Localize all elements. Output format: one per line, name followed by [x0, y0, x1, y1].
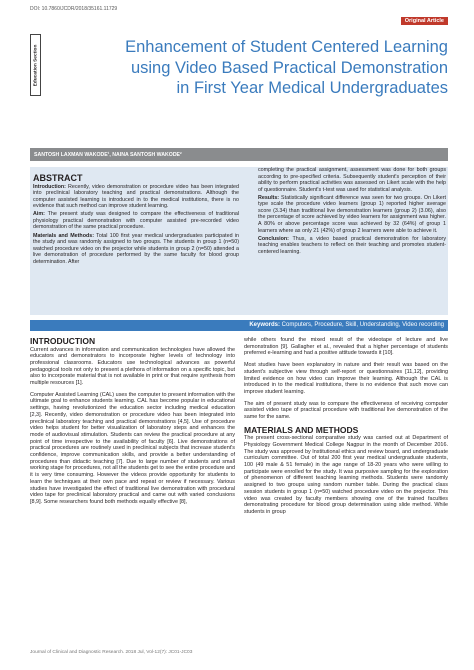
methods-heading: MATERIALS AND METHODS	[244, 424, 359, 435]
abstract-results-label: Results:	[258, 194, 280, 201]
abstract-conclusion	[258, 236, 446, 256]
article-type-badge: Original Article	[401, 17, 448, 25]
abstract-results-text: Statistically significant difference was seen for two groups. On Likert type scale the procedure video learners (group 1) reported higher average score (3.34) than traditional live demonstration learners (group 2) (3.06), also the percentage of score achieved by video learners for assignment was higher. A 80% or above percentage score was achieved by 32 (64%) of group 1 learners where as only 21 (42%) of group 2 learners were able to achieve it.	[258, 194, 446, 234]
abstract-conclusion-text: Thus, a video based practical demonstration for laboratory teaching enables teachers to reflect on their teaching and promotes student-centered learning.	[258, 235, 446, 255]
body-left-column	[30, 337, 235, 511]
abstract-materials	[33, 233, 239, 266]
body-right-column	[244, 337, 448, 521]
section-label: Education Section	[33, 44, 39, 86]
abstract-box	[30, 167, 448, 315]
methods-paragraph: The present cross-sectional comparative study was carried out at Department of Physiology Government Medical College Nagpur in the month of December 2016. The study was approved by Institutional ethics and review board, and undergraduate curriculum committee. Out of total 200 first year medical undergraduate students, 100 (49 male & 51 female) in the age range of 18-20 years who were willing to participate were enrolled for the study. It was purposive sampling for the exploration of phenomenon of different teaching learning methods. Students were randomly assigned to two groups using random number table. During the practical class session students in group 1 (n=50) watched procedure video on the projector. This video was created by faculty members showing one of the trained faculties demonstrating procedure for blood group determination using slide method. While students in group	[244, 435, 448, 515]
abstract-aim-text: The present study was designed to compare the effectiveness of traditional physiology practical demonstration with computer assisted pre-recorded video demonstration of the same practical procedure.	[33, 211, 239, 231]
abstract-materials-label: Materials and Methods:	[33, 232, 94, 239]
abstract-aim	[33, 211, 239, 231]
introduction-paragraph-2: Computer Assisted Learning (CAL) uses the computer to present information with the ultimate goal to enhance students learning. CAL has become popular in educational settings, having revolutionized the education sector including medical education [2,3]. Recently, video demonstration or procedure video has been integrated into preclinical laboratory teaching and practical demonstrations [4,5]. Use of procedure video helps student for better visualization of laboratory steps and enhances the mode of audiovisual stimulation. Students can review the practical procedure at any point of time irrespective to the availability of faculty [6]. Live demonstrations of practical procedures are routinely used in preclinical subjects that increase student's confidence, improve communication skills, and provide a better understanding of procedures than didactic teaching [7]. Due to large number of students and small working stage for procedures, not all the students get to see the entire procedure and it is very time consuming. However the videos provide opportunity for students to learn the techniques at their own pace and repeat or review if necessary. Various studies have investigated the effect of traditional live demonstration with procedural video tape for preclinical laboratory practical and came out with varied conclusions [8,9]. Some researchers found both methods equally effective [8],	[30, 391, 235, 505]
right-paragraph-3: The aim of present study was to compare the effectiveness of receiving computer assisted video tape of practical procedure with traditional live demonstration of the same for the same.	[244, 400, 448, 421]
introduction-paragraph-1: Current advances in information and communication technologies have allowed the educators and demonstrators to incorporate higher levels of technology into professional classrooms. Educators use technological advances as powerful pedagogical tools not only to present a plethora of information on a specific topic, but also to incorporate material that is not available in print or that require synthesis from multiple resources [1].	[30, 346, 235, 387]
right-paragraph-2: Most studies have been explanatory in nature and their result was based on the student's subjective view through self-report or questionnaires [11,12], providing limited evidence on how video can improve their learning. Although the CAL is introduced in to the medical institutions, there is no evidence that such move can improve student learning.	[244, 362, 448, 395]
abstract-heading: ABSTRACT	[33, 173, 83, 183]
doi-text: DOI: 10.7860/JCDR/2018/35161.11729	[30, 6, 118, 12]
abstract-introduction-text: Recently, video demonstration or procedure video has been integrated into preclinical laboratory teaching and practical demonstrations. Although the computer assisted learning is introduced in to the medical institutions, there is no evidence that such method can improve student learning.	[33, 183, 239, 210]
authors-bar: SANTOSH LAXMAN WAKODE¹, NAINA SANTOSH WAKODE²	[30, 148, 448, 161]
abstract-continuation: completing the practical assignment, assessment was done for both groups according to pre-specified criteria. Subsequently student's perception of their ability to perform practical activities was assessed on Likert scale with the help of questionnaire. Student's t-test was used for statistical analysis.	[258, 167, 446, 193]
keywords-label: Keywords:	[249, 322, 281, 328]
abstract-materials-text: Total 100 first year medical undergraduates participated in the study and was randomly assigned to two groups. The students in group 1 (n=50) watched procedure video on the projector while students in group 2 (n=50) attended a live demonstration of procedure performed by the same faculty for blood group determination. After	[33, 232, 239, 265]
section-tab	[30, 34, 41, 96]
abstract-right-column	[258, 167, 446, 257]
abstract-introduction	[33, 184, 239, 210]
introduction-heading: INTRODUCTION	[30, 336, 96, 346]
abstract-introduction-label: Introduction:	[33, 183, 66, 190]
abstract-results	[258, 195, 446, 234]
journal-footer: Journal of Clinical and Diagnostic Research. 2018 Jul, Vol-12(7): JC01-JC03	[30, 650, 193, 655]
abstract-aim-label: Aim:	[33, 211, 45, 218]
abstract-left-column	[33, 173, 239, 267]
keywords-text: Computers, Procedure, Skill, Understanding, Video recording	[280, 322, 444, 328]
right-paragraph-1: while others found the mixed result of the videotape of lecture and live demonstration [9]. Gallagher et al., revealed that a higher percentage of students preferred e-learning and had a positive attitude towards it [10].	[244, 337, 448, 357]
article-title: Enhancement of Student Centered Learning using Video Based Practical Demonstration in First Year Medical Undergraduates	[125, 38, 448, 98]
keywords-bar	[30, 320, 448, 331]
abstract-conclusion-label: Conclusion:	[258, 235, 289, 242]
